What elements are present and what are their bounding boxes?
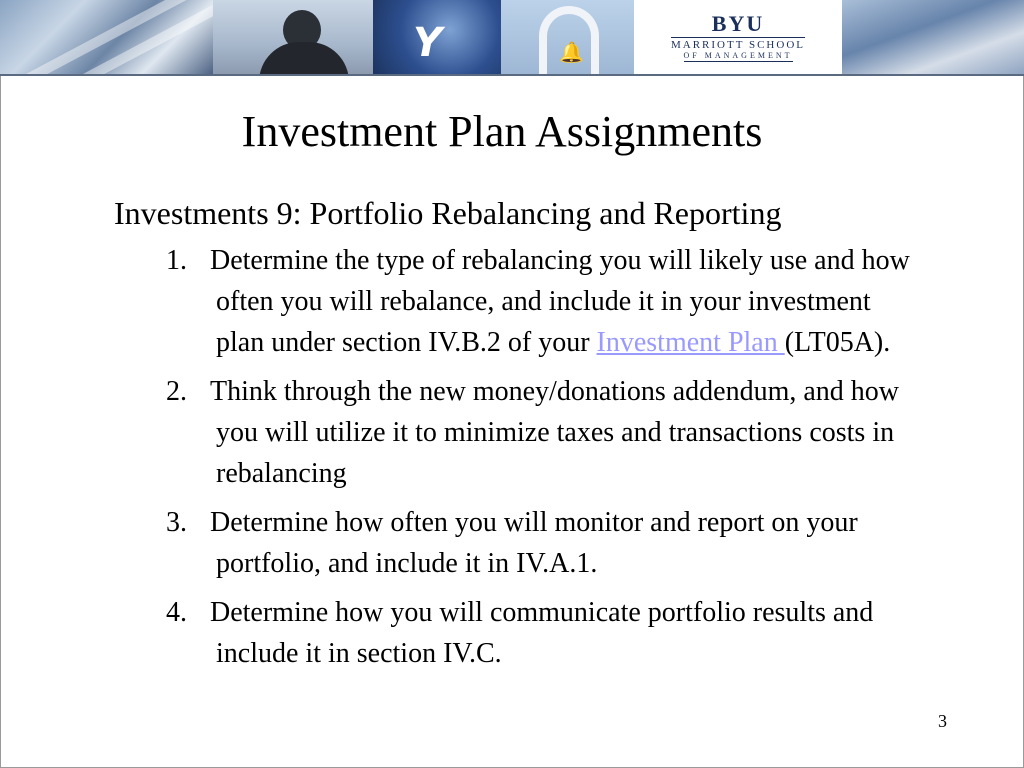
page-number: 3	[938, 711, 947, 731]
item-text: Think through the new money/donations addendum, and how you will utilize it to minimize taxes and transactions costs in rebalancing	[210, 376, 899, 489]
logo-school-text: MARRIOTT SCHOOL	[670, 38, 805, 51]
banner-photo-bell-arch: 🔔	[501, 0, 634, 74]
investment-plan-link[interactable]: Investment Plan	[596, 327, 785, 358]
list-item-1	[166, 240, 916, 363]
banner-photo-statue	[213, 0, 373, 74]
item-text: Determine the type of rebalancing you will likely use and how often you will rebalance, and include it in your investment plan under section IV.B.2 of your	[210, 245, 910, 358]
section-heading: Investments 9: Portfolio Rebalancing and Reporting	[114, 195, 782, 231]
logo-management-text: OF MANAGEMENT	[683, 50, 793, 60]
item-number: 4.	[166, 597, 187, 628]
banner-photo-y-mountain: Y	[373, 0, 501, 74]
list-item-4	[166, 592, 916, 674]
item-text-after: (LT05A).	[784, 327, 891, 358]
byu-marriott-logo	[634, 0, 842, 74]
logo-byu-text: BYU	[711, 10, 765, 36]
header-banner	[0, 0, 1024, 76]
list-item-3	[166, 502, 916, 584]
assignment-list	[114, 240, 934, 674]
item-number: 2.	[166, 376, 187, 407]
item-text: Determine how you will communicate portfolio results and include it in section IV.C.	[210, 597, 874, 669]
banner-photo-building	[0, 0, 213, 74]
banner-photo-campus	[842, 0, 1024, 74]
slide-content	[114, 190, 934, 682]
item-number: 1.	[166, 245, 187, 276]
list-item-2	[166, 371, 916, 494]
item-number: 3.	[166, 507, 187, 538]
item-text: Determine how often you will monitor and report on your portfolio, and include it in IV.A.1.	[210, 507, 858, 579]
slide-title: Investment Plan Assignments	[241, 107, 763, 156]
